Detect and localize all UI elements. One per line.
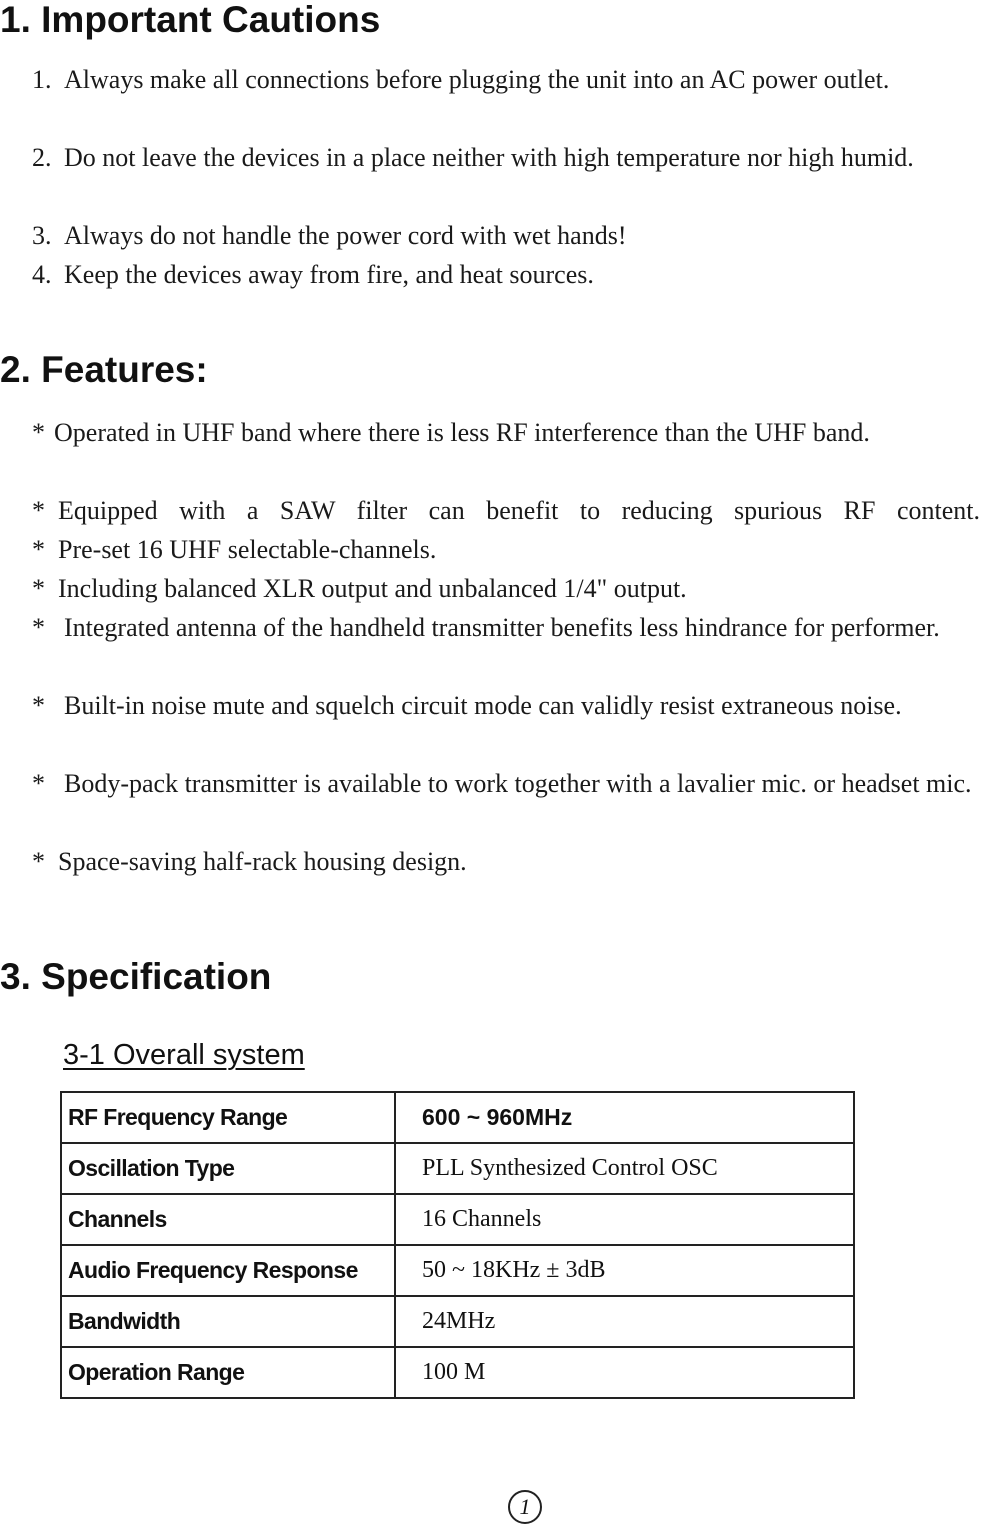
spec-label: Channels [61, 1194, 395, 1245]
caution-marker: 4. [32, 260, 52, 289]
feature-item [32, 842, 994, 881]
page-number: 1 [508, 1490, 542, 1524]
feature-item [32, 608, 976, 647]
caution-item [32, 60, 980, 99]
spec-label: Oscillation Type [61, 1143, 395, 1194]
feature-bullet: * [32, 574, 45, 603]
feature-bullet: * [32, 496, 45, 525]
feature-bullet: * [32, 535, 45, 564]
spec-table [60, 1091, 855, 1399]
feature-bullet: * [32, 691, 45, 720]
caution-text: Keep the devices away from fire, and heat sources. [64, 260, 594, 289]
cautions-heading: 1. Important Cautions [0, 0, 381, 40]
spec-value: 100 M [395, 1347, 854, 1398]
caution-item [32, 216, 1002, 255]
spec-value: 50 ~ 18KHz ± 3dB [395, 1245, 854, 1296]
caution-item [32, 255, 1002, 294]
feature-text: Body-pack transmitter is available to work together with a lavalier mic. or headset mic. [64, 769, 972, 798]
spec-value: PLL Synthesized Control OSC [395, 1143, 854, 1194]
caution-text: Do not leave the devices in a place neither with high temperature nor high humid. [64, 143, 914, 172]
spec-value: 600 ~ 960MHz [395, 1092, 854, 1143]
feature-bullet: * [32, 418, 45, 447]
spec-label: Bandwidth [61, 1296, 395, 1347]
feature-text: Pre-set 16 UHF selectable-channels. [58, 535, 437, 564]
feature-item [32, 413, 976, 452]
feature-bullet: * [32, 613, 45, 642]
caution-marker: 1. [32, 65, 52, 94]
feature-item [32, 686, 990, 725]
spec-label: RF Frequency Range [61, 1092, 395, 1143]
feature-item [32, 491, 980, 530]
table-row [61, 1194, 854, 1245]
feature-item [32, 764, 994, 803]
table-row [61, 1296, 854, 1347]
overall-system-subheading: 3-1 Overall system [63, 1039, 305, 1071]
features-heading: 2. Features: [0, 349, 208, 390]
feature-bullet: * [32, 769, 45, 798]
table-row [61, 1143, 854, 1194]
feature-text: Space-saving half-rack housing design. [58, 847, 467, 876]
spec-value: 16 Channels [395, 1194, 854, 1245]
spec-value: 24MHz [395, 1296, 854, 1347]
caution-item [32, 138, 1002, 177]
feature-text: Operated in UHF band where there is less RF interference than the UHF band. [54, 418, 870, 447]
feature-text: Built-in noise mute and squelch circuit mode can validly resist extraneous noise. [64, 691, 902, 720]
feature-text: Integrated antenna of the handheld transmitter benefits less hindrance for performer. [64, 613, 940, 642]
feature-text: Including balanced XLR output and unbalanced 1/4" output. [58, 574, 687, 603]
specification-heading: 3. Specification [0, 956, 272, 997]
feature-item [32, 569, 980, 608]
table-row [61, 1347, 854, 1398]
caution-text: Always do not handle the power cord with wet hands! [64, 221, 627, 250]
caution-text: Always make all connections before plugging the unit into an AC power outlet. [64, 65, 890, 94]
caution-marker: 2. [32, 143, 52, 172]
feature-item [32, 530, 980, 569]
spec-label: Audio Frequency Response [61, 1245, 395, 1296]
spec-label: Operation Range [61, 1347, 395, 1398]
feature-bullet: * [32, 847, 45, 876]
feature-text: Equipped with a SAW filter can benefit to reducing spurious RF content. [58, 496, 980, 525]
caution-marker: 3. [32, 221, 52, 250]
table-row [61, 1245, 854, 1296]
table-row [61, 1092, 854, 1143]
